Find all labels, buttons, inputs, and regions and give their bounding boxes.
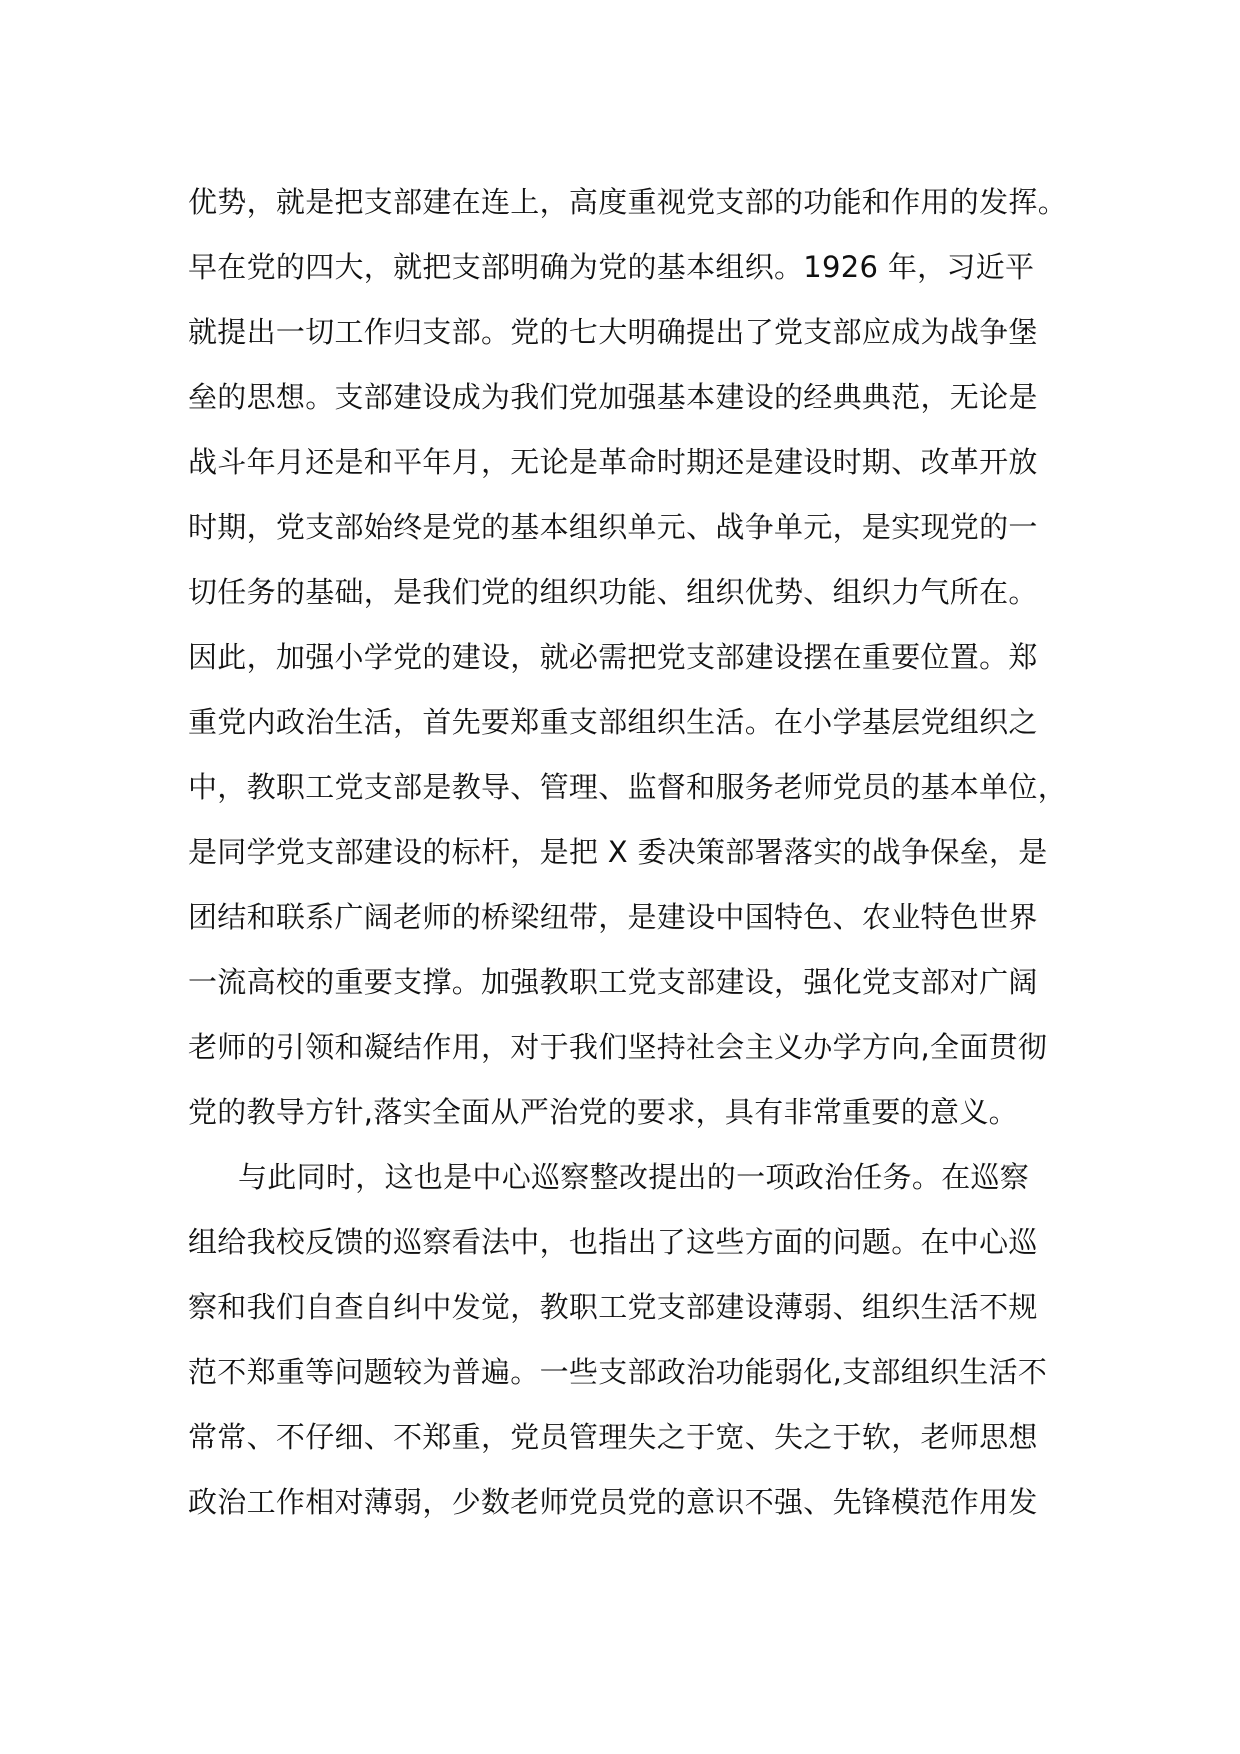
text-line: 党的教导方针,落实全面从严治党的要求，具有非常重要的意义。: [188, 1095, 1018, 1129]
body-text: [188, 170, 1068, 1535]
text-line: 战斗年月还是和平年月，无论是革命时期还是建设时期、改革开放: [188, 445, 1038, 479]
paragraph-start-line: 与此同时，这也是中心巡察整改提出的一项政治任务。在巡察: [238, 1160, 1030, 1194]
text-line: 早在党的四大，就把支部明确为党的基本组织。1926 年，习近平: [188, 250, 1035, 284]
text-line: 老师的引领和凝结作用，对于我们坚持社会主义办学方向,全面贯彻: [188, 1030, 1048, 1064]
text-line: 是同学党支部建设的标杆，是把 X 委决策部署落实的战争保垒，是: [188, 835, 1048, 869]
text-line: 团结和联系广阔老师的桥梁纽带，是建设中国特色、农业特色世界: [188, 900, 1038, 934]
text-line: 重党内政治生活，首先要郑重支部组织生活。在小学基层党组织之: [188, 705, 1038, 739]
text-line: 垒的思想。支部建设成为我们党加强基本建设的经典典范，无论是: [188, 380, 1038, 414]
text-line: 范不郑重等问题较为普遍。一些支部政治功能弱化,支部组织生活不: [188, 1355, 1048, 1389]
text-line: 组给我校反馈的巡察看法中，也指出了这些方面的问题。在中心巡: [188, 1225, 1038, 1259]
text-line: 切任务的基础，是我们党的组织功能、组织优势、组织力气所在。: [188, 575, 1038, 609]
text-line: 一流高校的重要支撑。加强教职工党支部建设，强化党支部对广阔: [188, 965, 1038, 999]
text-line: 就提出一切工作归支部。党的七大明确提出了党支部应成为战争堡: [188, 315, 1038, 349]
text-line: 中，教职工党支部是教导、管理、监督和服务老师党员的基本单位，: [188, 770, 1068, 804]
text-line: 因此，加强小学党的建设，就必需把党支部建设摆在重要位置。郑: [188, 640, 1038, 674]
text-line: 政治工作相对薄弱，少数老师党员党的意识不强、先锋模范作用发: [188, 1485, 1038, 1519]
text-line: 察和我们自查自纠中发觉，教职工党支部建设薄弱、组织生活不规: [188, 1290, 1038, 1324]
text-line: 时期，党支部始终是党的基本组织单元、战争单元，是实现党的一: [188, 510, 1038, 544]
text-line: 常常、不仔细、不郑重，党员管理失之于宽、失之于软，老师思想: [188, 1420, 1038, 1454]
text-line: 优势，就是把支部建在连上，高度重视党支部的功能和作用的发挥。: [188, 185, 1068, 219]
